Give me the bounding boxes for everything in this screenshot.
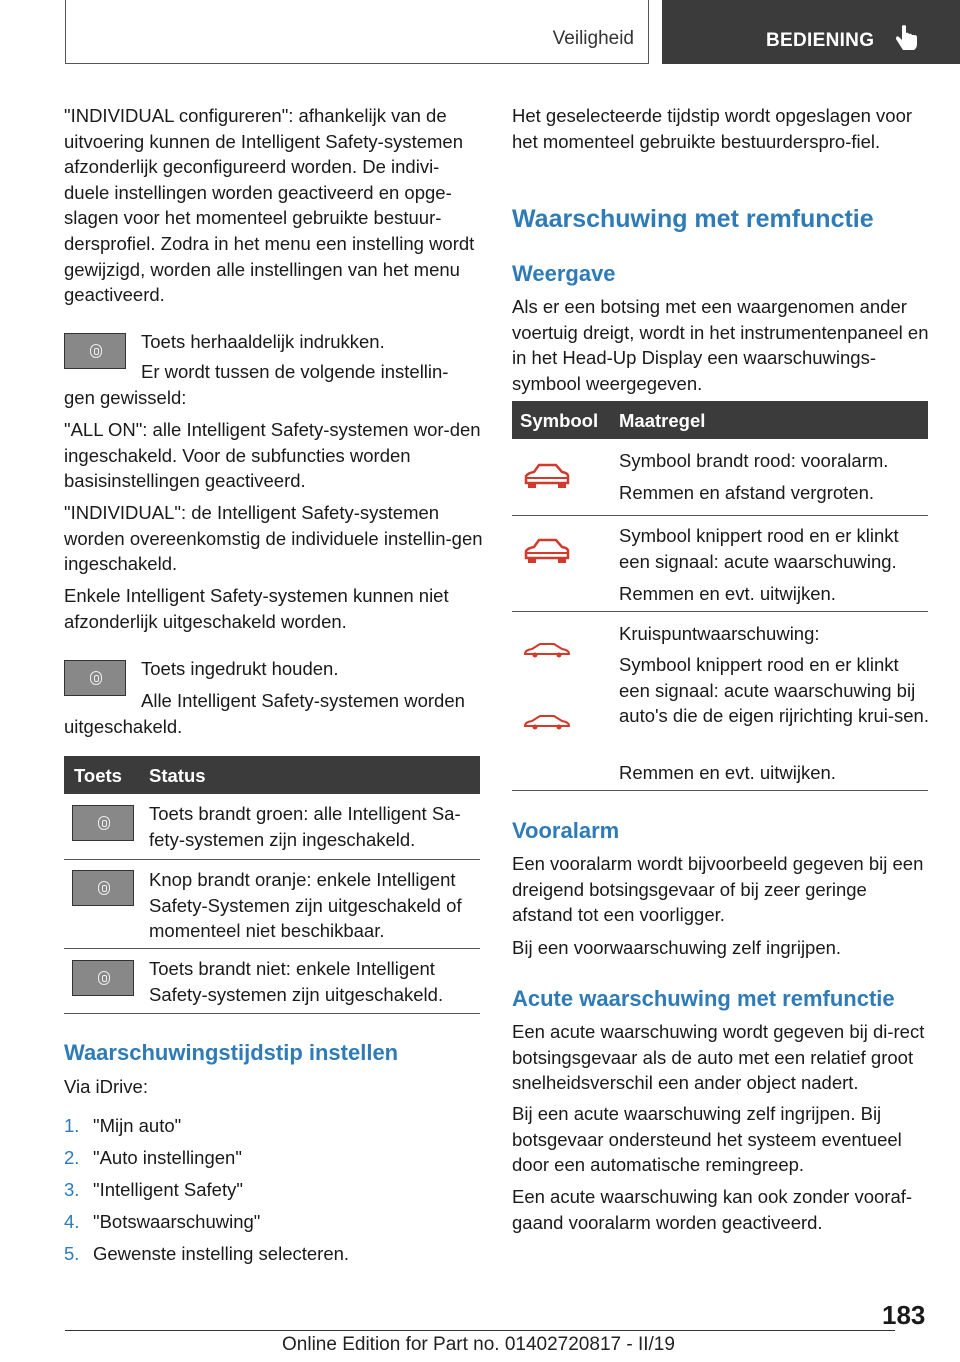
step-text: "Mijn auto": [93, 1115, 182, 1136]
switch-text-b: gen gewisseld:: [64, 387, 187, 408]
step-text: Gewenste instelling selecteren.: [93, 1243, 350, 1264]
step-number: 2.: [64, 1147, 80, 1168]
step-number: 4.: [64, 1211, 80, 1232]
some-cannot-paragraph: Enkele Intelligent Safety-systemen kunnen niet afzonderlijk uitgeschakeld worden.: [64, 585, 449, 632]
symbol-table-col-maatregel: Maatregel: [619, 410, 706, 431]
weergave-paragraph: Als er een botsing met een waargenomen ander voertuig dreigt, wordt in het instrumentenpaneel en in het Head-Up Display een waarschuwings-symbool weergegeven.: [512, 296, 929, 394]
individual-paragraph: "INDIVIDUAL": de Intelligent Safety-systemen worden overeenkomstig de individuele instellin-gen ingeschakeld.: [64, 502, 483, 575]
safety-button-green-icon: [72, 805, 134, 841]
symbol-row-1a: Symbool brandt rood: vooralarm.: [619, 450, 889, 471]
header-section-tab: [65, 0, 649, 64]
step-text: "Botswaarschuwing": [93, 1211, 261, 1232]
status-table-col-status: Status: [149, 765, 206, 786]
header-section-label: Veiligheid: [552, 28, 634, 49]
all-off-text-a: Alle Intelligent Safety-systemen worden: [141, 690, 465, 711]
intro-paragraph: "INDIVIDUAL configureren": afhankelijk van de uitvoering kunnen de Intelligent Safety-systemen afzonderlijk geconfigureerd worden. De indivi-duele instellingen worden geactiveerd en opge-slagen voor het momenteel gebruikte bestuur-dersprofiel. Zodra in het menu een instelling wordt gewijzigd, worden alle instellingen van het menu geactiveerd.: [64, 105, 475, 306]
footer-rule: [65, 1330, 895, 1331]
vooralarm-paragraph-2: Bij een voorwaarschuwing zelf ingrijpen.: [512, 937, 842, 958]
heading-acute-warning: Acute waarschuwing met remfunctie: [512, 986, 895, 1011]
crossing-car-icon: [522, 641, 572, 659]
press-repeat-text: Toets herhaaldelijk indrukken.: [141, 331, 385, 352]
page-number: 183: [882, 1300, 926, 1330]
via-idrive-text: Via iDrive:: [64, 1076, 148, 1097]
heading-brake-warning: Waarschuwing met remfunctie: [512, 205, 874, 233]
status-row-1: Toets brandt groen: alle Intelligent Sa-fety-systemen zijn ingeschakeld.: [149, 803, 461, 850]
symbol-row-3b: Symbool knippert rood en er klinkt een signaal: acute waarschuwing bij auto's die de eigen rijrichting krui-sen.: [619, 654, 929, 727]
table-divider: [64, 859, 480, 860]
step-number: 1.: [64, 1115, 80, 1136]
all-on-paragraph: "ALL ON": alle Intelligent Safety-systemen wor-den ingeschakeld. Voor de subfuncties worden basisinstellingen geactiveerd.: [64, 419, 481, 492]
symbol-table-col-symbool: Symbool: [520, 410, 599, 431]
acute-paragraph-2: Bij een acute waarschuwing zelf ingrijpen. Bij botsgevaar ondersteund het systeem eventueel door een automatische remingreep.: [512, 1103, 902, 1176]
header-chapter-label: BEDIENING: [766, 30, 875, 51]
switch-text-a: Er wordt tussen de volgende instellin-: [141, 361, 449, 382]
car-warning-icon: [522, 534, 572, 568]
heading-vooralarm: Vooralarm: [512, 818, 620, 843]
all-off-text-b: uitgeschakeld.: [64, 716, 183, 737]
symbol-row-2b: Remmen en evt. uitwijken.: [619, 583, 836, 604]
step-number: 3.: [64, 1179, 80, 1200]
step-text: "Auto instellingen": [93, 1147, 242, 1168]
safety-button-off-icon: [72, 960, 134, 996]
step-text: "Intelligent Safety": [93, 1179, 243, 1200]
safety-button-icon: [64, 333, 126, 369]
status-row-2: Knop brandt oranje: enkele Intelligent Safety-Systemen zijn uitgeschakeld of momenteel niet beschikbaar.: [149, 869, 462, 942]
symbol-row-2a: Symbool knippert rood en er klinkt een signaal: acute waarschuwing.: [619, 525, 899, 572]
crossing-car-icon: [522, 713, 572, 731]
status-table-col-toets: Toets: [74, 765, 122, 786]
symbol-row-3a: Kruispuntwaarschuwing:: [619, 623, 820, 644]
status-table-header: [64, 756, 480, 794]
footer-edition: Online Edition for Part no. 01402720817 - II/19: [282, 1334, 675, 1355]
safety-button-icon: [64, 660, 126, 696]
table-divider: [64, 948, 480, 949]
heading-warning-time: Waarschuwingstijdstip instellen: [64, 1040, 399, 1065]
acute-paragraph-3: Een acute waarschuwing kan ook zonder vooraf-gaand vooralarm worden geactiveerd.: [512, 1186, 913, 1233]
step-number: 5.: [64, 1243, 80, 1264]
acute-paragraph: Een acute waarschuwing wordt gegeven bij di-rect botsingsgevaar als de auto met een relatief groot snelheidsverschil een ander object nadert.: [512, 1021, 925, 1094]
safety-button-orange-icon: [72, 870, 134, 906]
table-divider: [64, 1013, 480, 1014]
saved-paragraph: Het geselecteerde tijdstip wordt opgeslagen voor het momenteel gebruikte bestuurderspro-fiel.: [512, 105, 913, 152]
car-warning-icon: [522, 459, 572, 493]
table-divider: [512, 515, 928, 516]
hand-pointer-icon: [894, 24, 920, 54]
hold-text: Toets ingedrukt houden.: [141, 658, 339, 679]
table-divider: [512, 790, 928, 791]
symbol-row-1b: Remmen en afstand vergroten.: [619, 482, 875, 503]
heading-weergave: Weergave: [512, 261, 616, 286]
vooralarm-paragraph: Een vooralarm wordt bijvoorbeeld gegeven bij een dreigend botsingsgevaar of bij zeer geringe afstand tot een voorligger.: [512, 853, 924, 926]
status-row-3: Toets brandt niet: enkele Intelligent Safety-systemen zijn uitgeschakeld.: [149, 958, 444, 1005]
symbol-row-3c: Remmen en evt. uitwijken.: [619, 762, 836, 783]
table-divider: [512, 611, 928, 612]
symbol-table-header: [512, 401, 928, 439]
